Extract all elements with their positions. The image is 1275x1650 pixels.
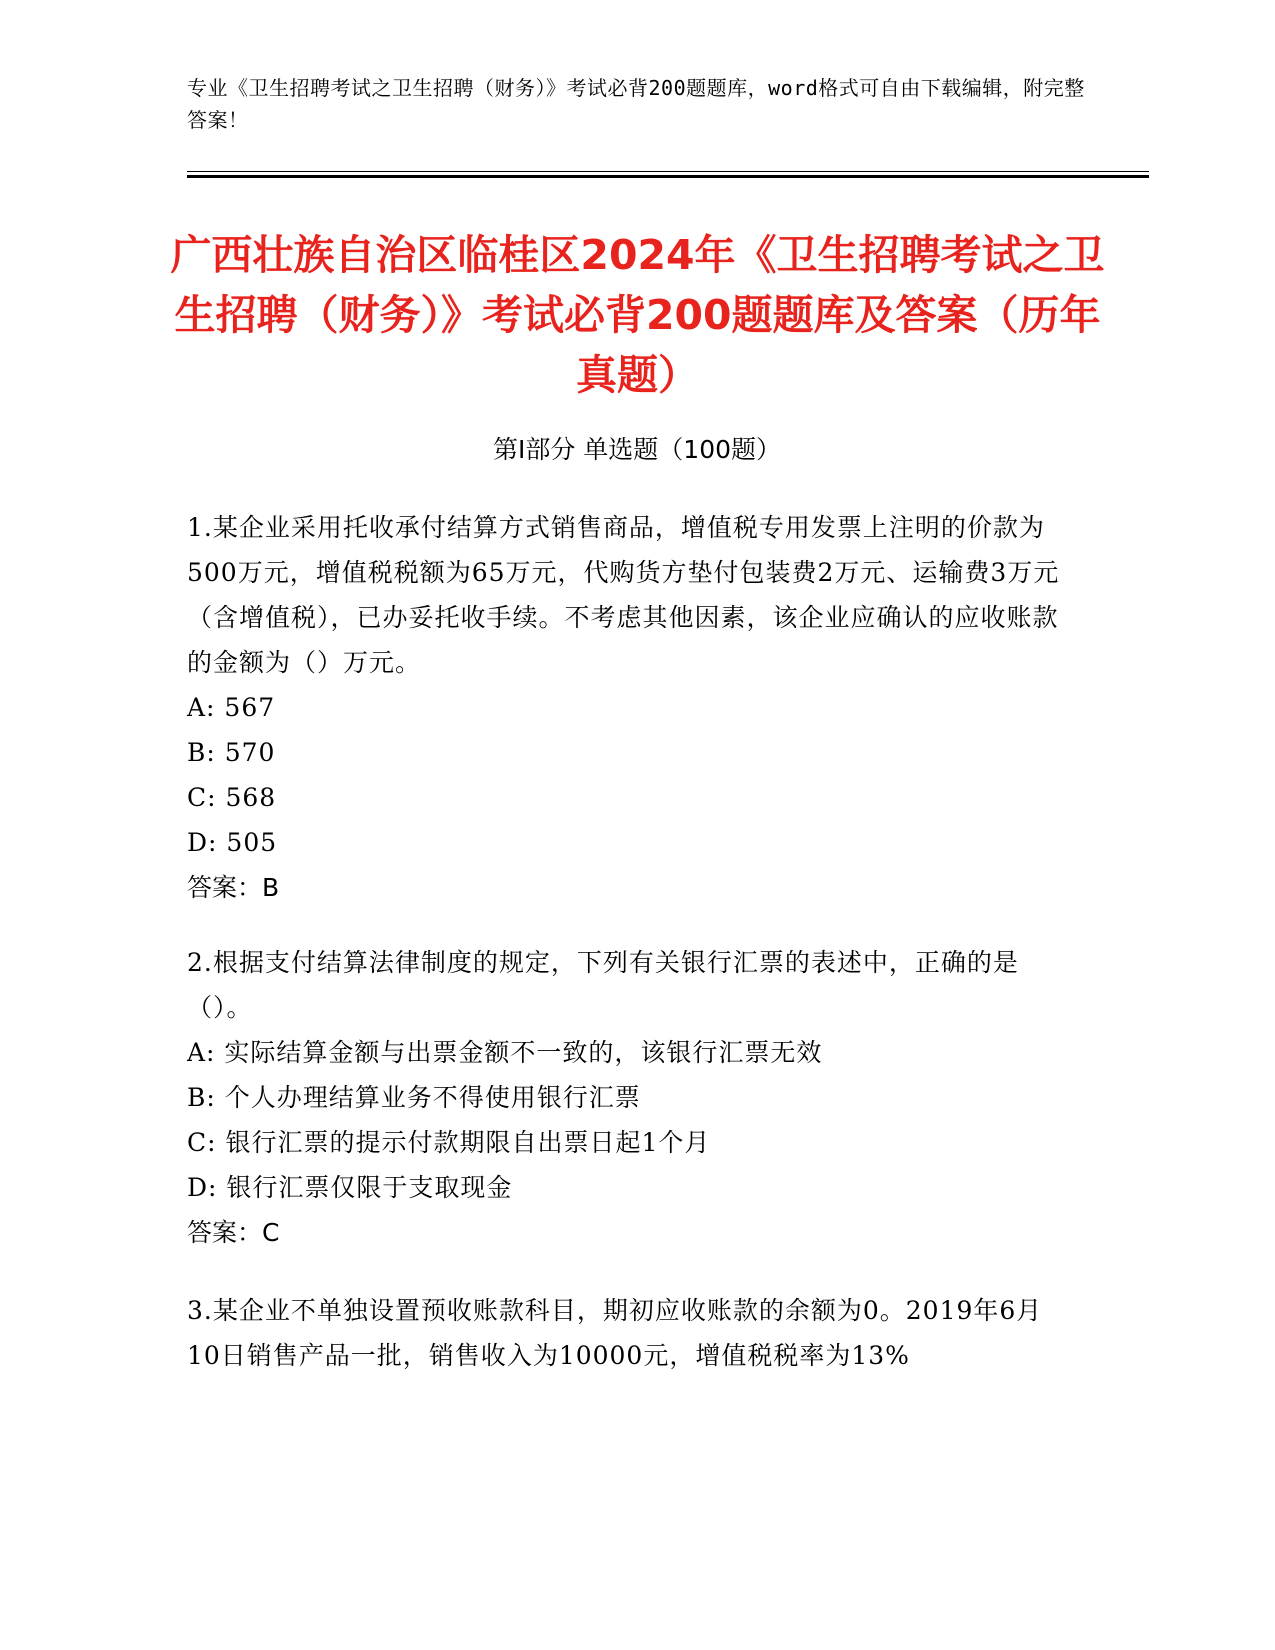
question-stem: 3.某企业不单独设置预收账款科目，期初应收账款的余额为0。2019年6月10日销售产品一批，销售收入为10000元，增值税税率为13% bbox=[187, 1296, 1043, 1370]
option-b: B: 个人办理结算业务不得使用银行汇票 bbox=[187, 1083, 641, 1112]
document-title: 广西壮族自治区临桂区2024年《卫生招聘考试之卫生招聘（财务）》考试必背200题题库及答案（历年真题） bbox=[170, 231, 1105, 399]
option-c: C: 银行汇票的提示付款期限自出票日起1个月 bbox=[187, 1128, 711, 1157]
answer-line: 答案：B bbox=[187, 873, 280, 902]
option-b: B: 570 bbox=[187, 738, 276, 767]
question-2 bbox=[187, 940, 1067, 1255]
question-1 bbox=[187, 505, 1067, 910]
option-a: A: 567 bbox=[187, 693, 276, 722]
section-title: 第Ⅰ部分 单选题（100题） bbox=[492, 435, 782, 464]
option-a: A: 实际结算金额与出票金额不一致的，该银行汇票无效 bbox=[187, 1038, 823, 1067]
option-d: D: 505 bbox=[187, 828, 278, 857]
question-stem: 2.根据支付结算法律制度的规定，下列有关银行汇票的表述中，正确的是（）。 bbox=[187, 948, 1019, 1022]
question-stem: 1.某企业采用托收承付结算方式销售商品，增值税专用发票上注明的价款为500万元，增值税税额为65万元，代购货方垫付包装费2万元、运输费3万元（含增值税），已办妥托收手续。不考虑其他因素，该企业应确认的应收账款的金额为（）万元。 bbox=[187, 513, 1060, 677]
header-divider-thick bbox=[187, 175, 1149, 178]
option-c: C: 568 bbox=[187, 783, 277, 812]
option-d: D: 银行汇票仅限于支取现金 bbox=[187, 1173, 513, 1202]
header-divider-thin bbox=[187, 171, 1149, 172]
answer-line: 答案：C bbox=[187, 1218, 280, 1247]
question-3 bbox=[187, 1288, 1067, 1378]
header-note: 专业《卫生招聘考试之卫生招聘（财务）》考试必背200题题库，word格式可自由下载编辑，附完整答案！ bbox=[187, 76, 1085, 132]
